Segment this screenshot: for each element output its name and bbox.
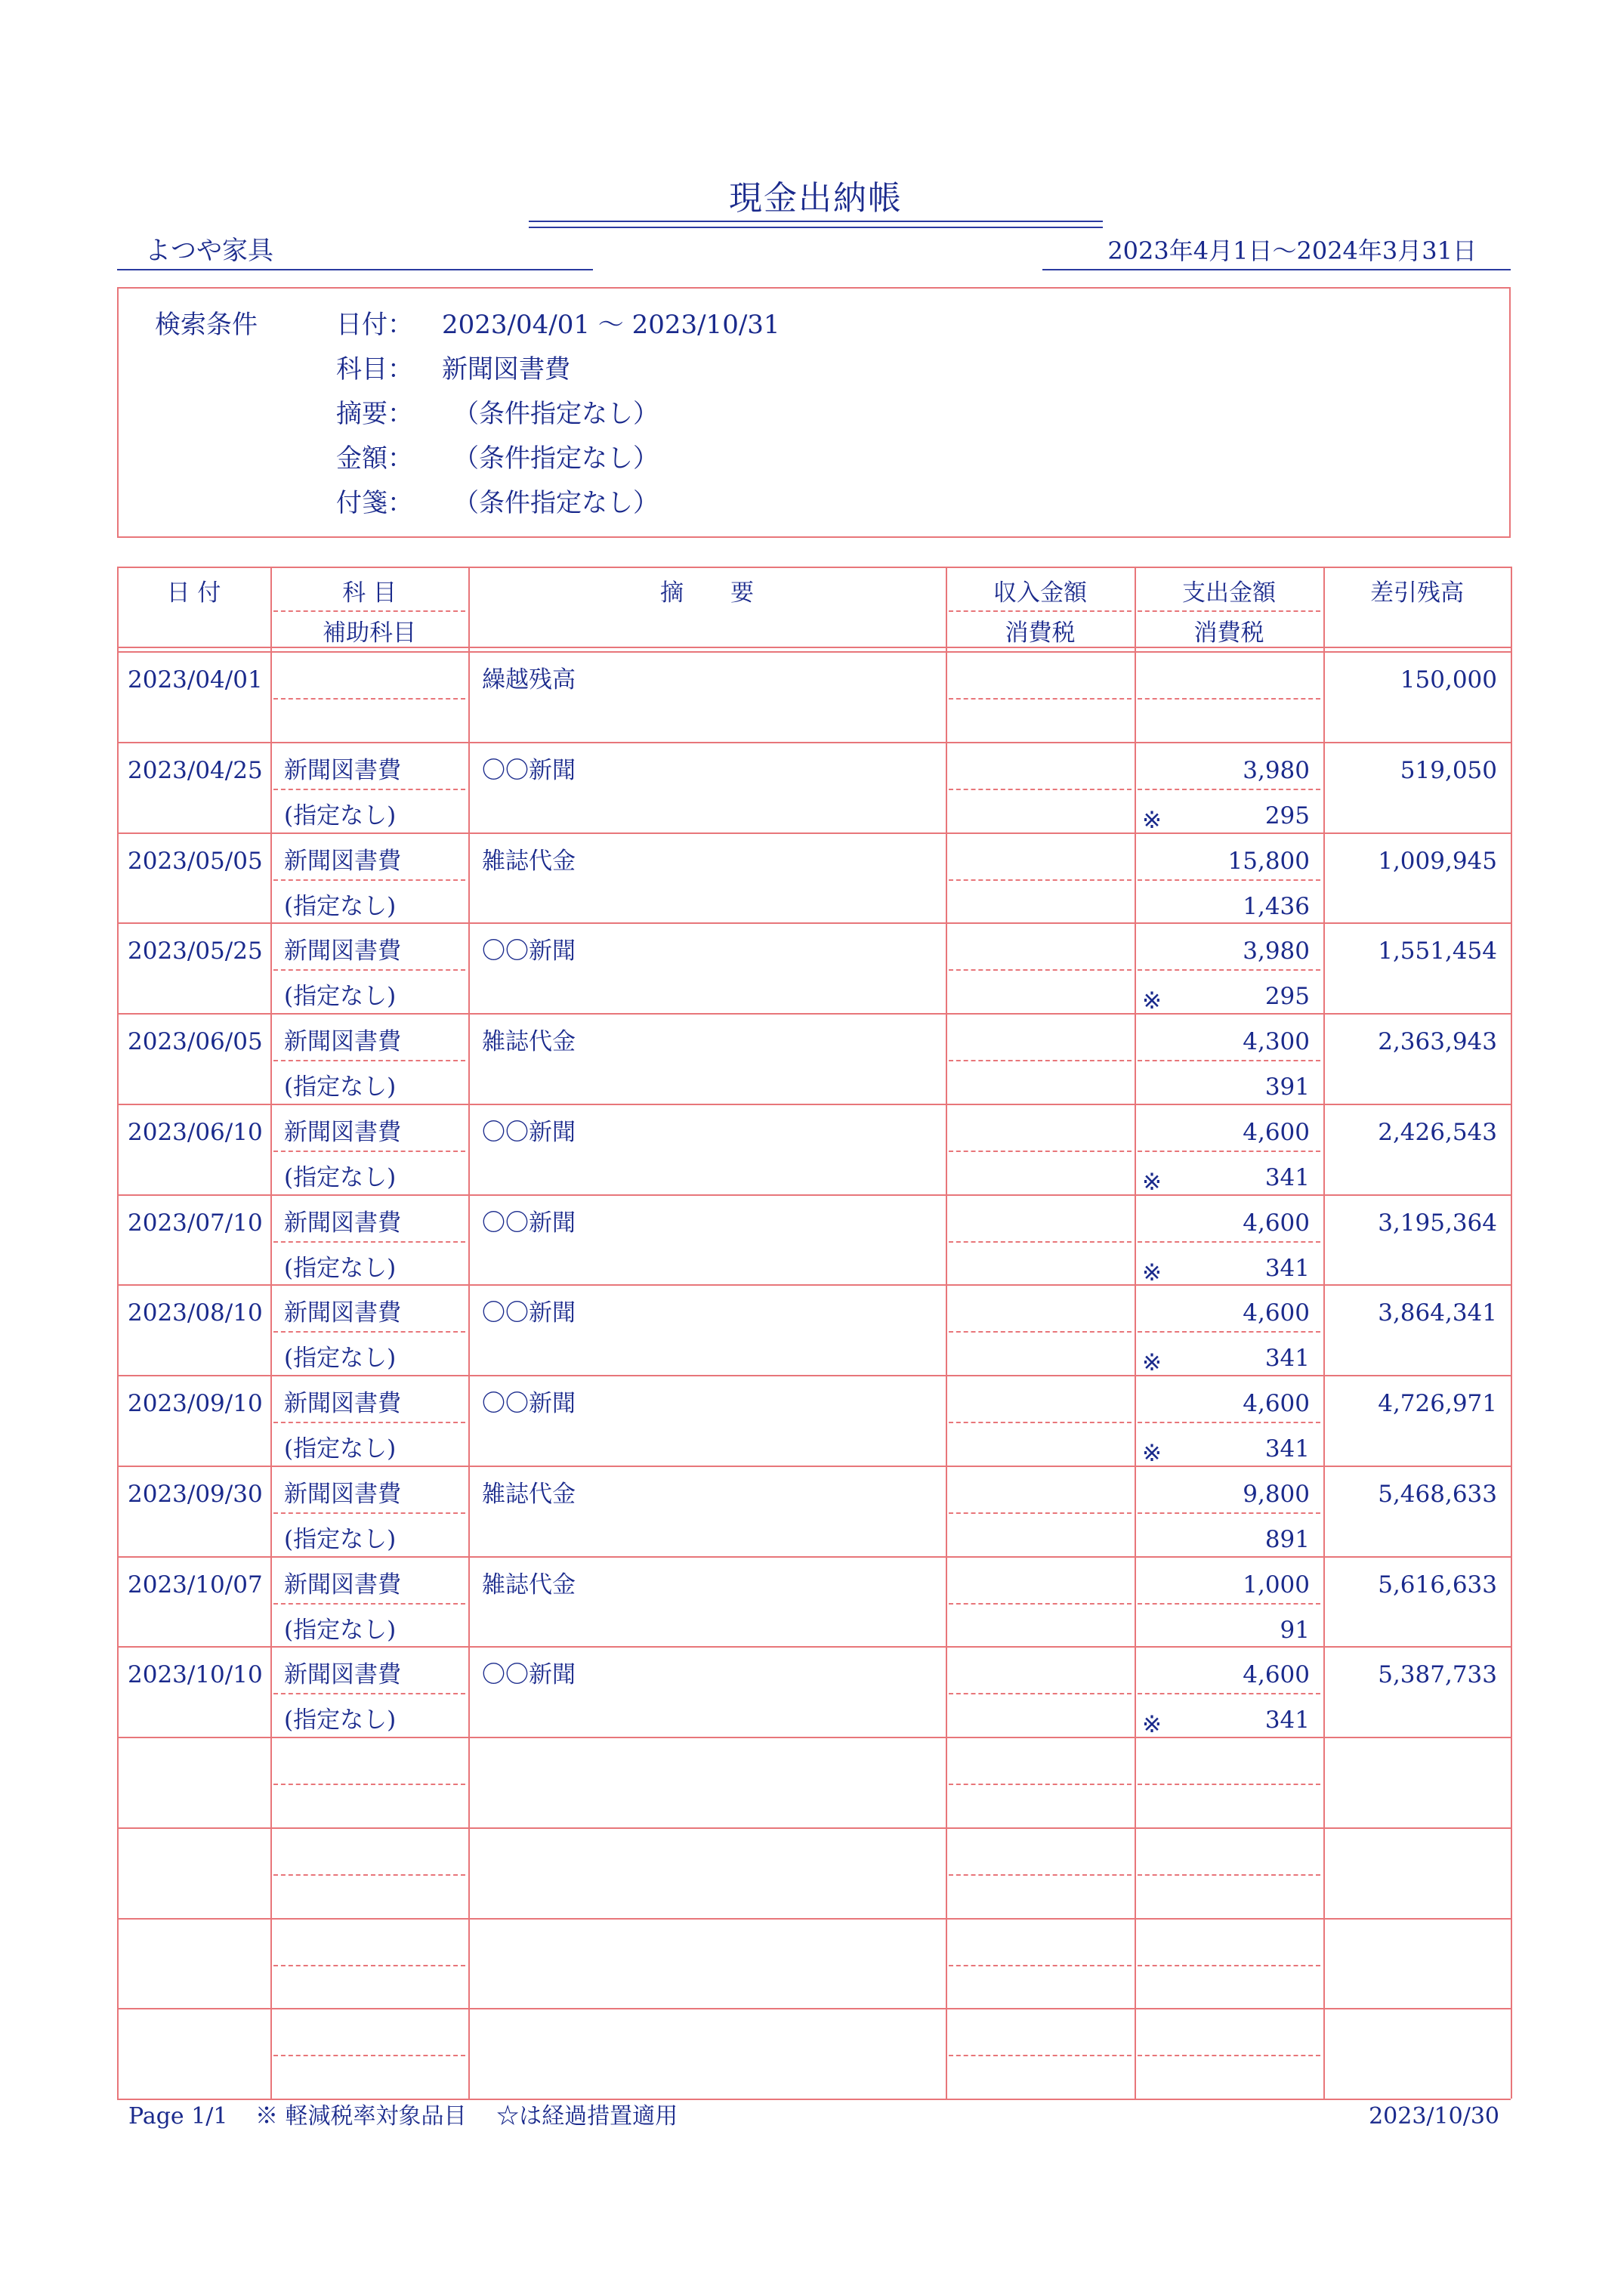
- row-expense: 4,600: [1243, 1209, 1310, 1237]
- row-balance: 5,616,633: [1378, 1571, 1497, 1598]
- row-dash-line: [949, 969, 1132, 971]
- row-account: 新聞図書費: [284, 756, 401, 784]
- search-condition-value: （条件指定なし）: [453, 399, 659, 429]
- row-dash-line: [949, 1603, 1132, 1605]
- row-sub-account: (指定なし): [284, 1435, 397, 1463]
- header-income-tax: 消費税: [1005, 619, 1076, 647]
- row-bottom-line: [117, 1013, 1511, 1015]
- search-condition-key: 科目：: [336, 354, 413, 385]
- row-balance: 150,000: [1400, 666, 1497, 693]
- title-area: [529, 178, 1103, 225]
- row-description: 繰越残高: [482, 666, 576, 693]
- row-sub-account: (指定なし): [284, 892, 397, 920]
- row-dash-line: [273, 1603, 465, 1605]
- title-underline: [529, 221, 1103, 222]
- header-expense: 支出金額: [1182, 579, 1276, 607]
- header-dash-line: [949, 610, 1132, 612]
- row-expense-tax: 341: [1264, 1435, 1310, 1463]
- row-expense: 4,600: [1243, 1299, 1310, 1327]
- row-dash-line: [1138, 1512, 1320, 1514]
- row-dash-line: [1138, 1784, 1320, 1785]
- row-date: 2023/04/25: [128, 756, 263, 784]
- row-balance: 5,468,633: [1378, 1480, 1497, 1508]
- row-expense-tax: 341: [1264, 1345, 1310, 1373]
- table-column-line: [946, 567, 947, 2099]
- row-balance: 519,050: [1400, 756, 1497, 784]
- row-expense: 4,600: [1243, 1390, 1310, 1417]
- table-column-line: [468, 567, 470, 2099]
- row-expense-tax: 341: [1264, 1707, 1310, 1734]
- row-dash-line: [1138, 1060, 1320, 1061]
- row-balance: 3,864,341: [1378, 1299, 1497, 1327]
- row-sub-account: (指定なし): [284, 1163, 397, 1191]
- header-description: 摘 要: [660, 579, 754, 607]
- row-bottom-line: [117, 922, 1511, 924]
- row-date: 2023/05/05: [128, 847, 263, 875]
- reduced-tax-mark: ※: [1142, 1168, 1162, 1196]
- reduced-tax-mark: ※: [1142, 806, 1162, 834]
- row-dash-line: [273, 1151, 465, 1152]
- row-account: 新聞図書費: [284, 847, 401, 875]
- row-dash-line: [273, 2055, 465, 2056]
- row-date: 2023/10/07: [128, 1571, 263, 1598]
- row-bottom-line: [117, 1918, 1511, 1920]
- row-dash-line: [273, 1241, 465, 1243]
- row-account: 新聞図書費: [284, 937, 401, 965]
- row-dash-line: [273, 1693, 465, 1694]
- row-expense-tax: 341: [1264, 1163, 1310, 1191]
- row-dash-line: [949, 1151, 1132, 1152]
- row-dash-line: [949, 1693, 1132, 1694]
- reduced-tax-mark: ※: [1142, 1259, 1162, 1286]
- table-column-line: [117, 567, 119, 2099]
- row-bottom-line: [117, 2008, 1511, 2009]
- row-description: 〇〇新聞: [482, 1390, 576, 1417]
- search-condition-key: 日付：: [336, 310, 413, 340]
- search-condition-value: （条件指定なし）: [453, 443, 659, 474]
- row-description: 〇〇新聞: [482, 1661, 576, 1689]
- row-expense: 3,980: [1243, 937, 1310, 965]
- row-dash-line: [273, 698, 465, 700]
- row-dash-line: [1138, 879, 1320, 881]
- period-underline: [1042, 269, 1511, 270]
- row-sub-account: (指定なし): [284, 983, 397, 1011]
- row-balance: 3,195,364: [1378, 1209, 1497, 1237]
- header-balance: 差引残高: [1370, 579, 1464, 607]
- company-underline: [117, 269, 593, 270]
- reduced-tax-mark: ※: [1142, 1440, 1162, 1467]
- row-sub-account: (指定なし): [284, 1616, 397, 1644]
- row-sub-account: (指定なし): [284, 1254, 397, 1282]
- row-expense-tax: 1,436: [1243, 892, 1310, 920]
- row-dash-line: [1138, 1241, 1320, 1243]
- row-bottom-line: [117, 742, 1511, 743]
- search-conditions-box: [117, 287, 1511, 538]
- row-date: 2023/08/10: [128, 1299, 263, 1327]
- row-dash-line: [1138, 1874, 1320, 1876]
- row-dash-line: [949, 1241, 1132, 1243]
- header-date: 日 付: [166, 579, 221, 607]
- row-dash-line: [1138, 1151, 1320, 1152]
- row-sub-account: (指定なし): [284, 1345, 397, 1373]
- row-balance: 1,551,454: [1378, 937, 1497, 965]
- row-dash-line: [949, 1965, 1132, 1966]
- row-description: 雑誌代金: [482, 1480, 576, 1508]
- company-name: よつや家具: [145, 236, 273, 266]
- row-description: 雑誌代金: [482, 1571, 576, 1598]
- row-bottom-line: [117, 1104, 1511, 1105]
- row-expense-tax: 91: [1280, 1616, 1310, 1644]
- header-dash-line: [273, 610, 465, 612]
- row-sub-account: (指定なし): [284, 1707, 397, 1734]
- table-column-line: [1511, 567, 1512, 2099]
- search-condition-key: 付箋：: [336, 488, 413, 518]
- row-expense-tax: 341: [1264, 1254, 1310, 1282]
- row-date: 2023/04/01: [128, 666, 263, 693]
- print-date: 2023/10/30: [1369, 2103, 1499, 2130]
- row-bottom-line: [117, 1194, 1511, 1196]
- row-dash-line: [949, 1874, 1132, 1876]
- row-bottom-line: [117, 1556, 1511, 1558]
- row-account: 新聞図書費: [284, 1480, 401, 1508]
- row-balance: 4,726,971: [1378, 1390, 1497, 1417]
- row-balance: 5,387,733: [1378, 1661, 1497, 1689]
- row-dash-line: [273, 879, 465, 881]
- row-dash-line: [273, 969, 465, 971]
- row-description: 〇〇新聞: [482, 1209, 576, 1237]
- row-bottom-line: [117, 1827, 1511, 1829]
- row-date: 2023/09/30: [128, 1480, 263, 1508]
- header-dash-line: [1138, 610, 1320, 612]
- reduced-tax-mark: ※: [1142, 1711, 1162, 1739]
- search-condition-value: （条件指定なし）: [453, 488, 659, 518]
- row-expense: 4,600: [1243, 1661, 1310, 1689]
- row-date: 2023/10/10: [128, 1661, 263, 1689]
- row-dash-line: [1138, 1603, 1320, 1605]
- row-dash-line: [273, 1965, 465, 1966]
- row-expense-tax: 295: [1264, 983, 1310, 1011]
- row-dash-line: [273, 1422, 465, 1423]
- row-dash-line: [273, 789, 465, 790]
- row-dash-line: [1138, 1422, 1320, 1423]
- search-conditions-label: 検索条件: [155, 310, 258, 340]
- row-dash-line: [949, 1060, 1132, 1061]
- search-condition-value: 2023/04/01 ～ 2023/10/31: [442, 310, 780, 340]
- title-underline-double: [529, 227, 1103, 228]
- page-title: 現金出納帳: [729, 179, 903, 218]
- row-dash-line: [949, 2055, 1132, 2056]
- row-expense: 3,980: [1243, 756, 1310, 784]
- row-dash-line: [273, 1060, 465, 1061]
- row-description: 雑誌代金: [482, 847, 576, 875]
- row-description: 〇〇新聞: [482, 1299, 576, 1327]
- row-expense: 4,300: [1243, 1028, 1310, 1055]
- row-dash-line: [949, 879, 1132, 881]
- row-dash-line: [1138, 698, 1320, 700]
- row-description: 〇〇新聞: [482, 1118, 576, 1146]
- table-column-line: [1135, 567, 1136, 2099]
- row-dash-line: [273, 1784, 465, 1785]
- row-dash-line: [949, 1512, 1132, 1514]
- row-dash-line: [949, 698, 1132, 700]
- row-balance: 1,009,945: [1378, 847, 1497, 875]
- row-dash-line: [1138, 2055, 1320, 2056]
- row-dash-line: [273, 1512, 465, 1514]
- row-dash-line: [273, 1331, 465, 1333]
- table-top-line: [117, 567, 1511, 568]
- row-account: 新聞図書費: [284, 1661, 401, 1689]
- row-description: 〇〇新聞: [482, 937, 576, 965]
- table-column-line: [1323, 567, 1325, 2099]
- row-dash-line: [949, 789, 1132, 790]
- row-expense-tax: 891: [1264, 1525, 1310, 1553]
- row-bottom-line: [117, 1375, 1511, 1376]
- row-date: 2023/07/10: [128, 1209, 263, 1237]
- page-number: Page 1/1: [128, 2103, 228, 2130]
- row-dash-line: [949, 1422, 1132, 1423]
- row-date: 2023/06/05: [128, 1028, 263, 1055]
- row-date: 2023/09/10: [128, 1390, 263, 1417]
- table-header-line-double: [117, 651, 1511, 653]
- reduced-tax-mark: ※: [1142, 987, 1162, 1015]
- footer-legend: ※ 軽減税率対象品目 ☆は経過措置適用: [255, 2103, 678, 2130]
- row-expense-tax: 295: [1264, 802, 1310, 829]
- header-account: 科 目: [342, 579, 397, 607]
- header-expense-tax: 消費税: [1193, 619, 1264, 647]
- header-sub-account: 補助科目: [323, 619, 416, 647]
- row-dash-line: [1138, 789, 1320, 790]
- row-account: 新聞図書費: [284, 1390, 401, 1417]
- row-bottom-line: [117, 1646, 1511, 1648]
- row-bottom-line: [117, 1284, 1511, 1286]
- reduced-tax-mark: ※: [1142, 1349, 1162, 1377]
- row-dash-line: [273, 1874, 465, 1876]
- row-bottom-line: [117, 832, 1511, 834]
- row-account: 新聞図書費: [284, 1028, 401, 1055]
- row-expense: 9,800: [1243, 1480, 1310, 1508]
- row-account: 新聞図書費: [284, 1571, 401, 1598]
- row-date: 2023/05/25: [128, 937, 263, 965]
- row-account: 新聞図書費: [284, 1118, 401, 1146]
- row-expense: 1,000: [1243, 1571, 1310, 1598]
- row-balance: 2,363,943: [1378, 1028, 1497, 1055]
- header-income: 収入金額: [993, 579, 1087, 607]
- table-column-line: [270, 567, 272, 2099]
- row-sub-account: (指定なし): [284, 802, 397, 829]
- row-account: 新聞図書費: [284, 1209, 401, 1237]
- search-condition-key: 摘要：: [336, 399, 413, 429]
- row-dash-line: [1138, 1331, 1320, 1333]
- search-condition-value: 新聞図書費: [442, 354, 570, 385]
- row-bottom-line: [117, 1466, 1511, 1467]
- row-bottom-line: [117, 1737, 1511, 1738]
- row-dash-line: [949, 1784, 1132, 1785]
- fiscal-period: 2023年4月1日～2024年3月31日: [1107, 236, 1477, 265]
- search-condition-key: 金額：: [336, 443, 413, 474]
- row-expense-tax: 391: [1264, 1073, 1310, 1101]
- row-bottom-line: [117, 2099, 1511, 2100]
- row-expense: 4,600: [1243, 1118, 1310, 1146]
- row-date: 2023/06/10: [128, 1118, 263, 1146]
- row-balance: 2,426,543: [1378, 1118, 1497, 1146]
- row-dash-line: [1138, 969, 1320, 971]
- row-dash-line: [949, 1331, 1132, 1333]
- row-description: 雑誌代金: [482, 1028, 576, 1055]
- row-expense: 15,800: [1227, 847, 1310, 875]
- row-description: 〇〇新聞: [482, 756, 576, 784]
- row-sub-account: (指定なし): [284, 1525, 397, 1553]
- row-dash-line: [1138, 1693, 1320, 1694]
- row-dash-line: [1138, 1965, 1320, 1966]
- row-account: 新聞図書費: [284, 1299, 401, 1327]
- row-sub-account: (指定なし): [284, 1073, 397, 1101]
